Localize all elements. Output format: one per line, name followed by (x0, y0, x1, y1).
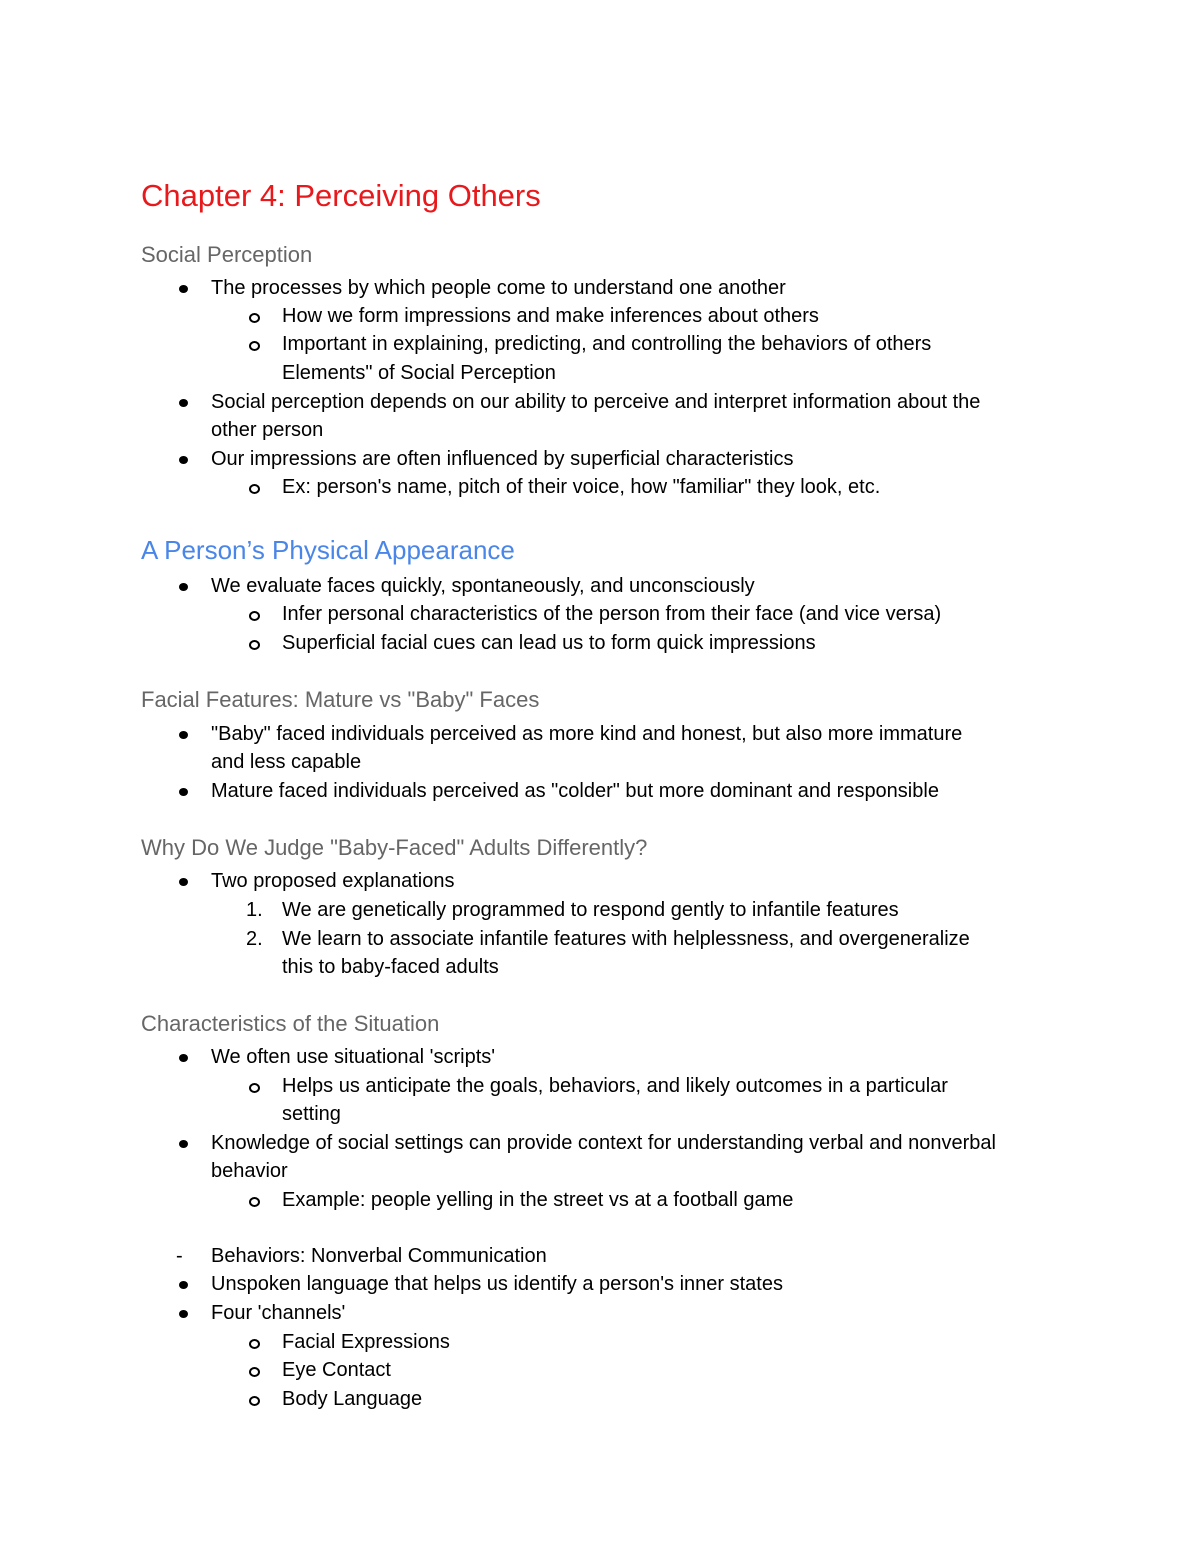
section-heading-facial-features: Facial Features: Mature vs "Baby" Faces (141, 687, 540, 712)
bullet-icon (179, 399, 188, 407)
list-item: Unspoken language that helps us identify a person's inner states (211, 1273, 783, 1295)
sub-list-item-continuation: setting (282, 1103, 341, 1125)
dash-marker: - (176, 1245, 183, 1267)
hollow-bullet-icon (249, 611, 260, 621)
hollow-bullet-icon (249, 313, 260, 323)
bullet-icon (179, 456, 188, 464)
sub-list-item: Example: people yelling in the street vs at a football game (282, 1189, 794, 1211)
sub-list-item: Important in explaining, predicting, and controlling the behaviors of others (282, 333, 932, 355)
sub-list-item: Superficial facial cues can lead us to form quick impressions (282, 632, 816, 654)
sub-list-item: Body Language (282, 1388, 423, 1410)
list-item: Our impressions are often influenced by superficial characteristics (211, 448, 794, 470)
numbered-item: We are genetically programmed to respond gently to infantile features (282, 899, 899, 921)
numbered-marker: 1. (246, 899, 263, 921)
sub-list-item: Facial Expressions (282, 1331, 450, 1353)
hollow-bullet-icon (249, 1197, 260, 1207)
list-item: "Baby" faced individuals perceived as more kind and honest, but also more immature (211, 723, 963, 745)
list-item-continuation: other person (211, 419, 324, 441)
list-item: Four 'channels' (211, 1302, 346, 1324)
section-heading-situation: Characteristics of the Situation (141, 1011, 440, 1036)
list-item: We often use situational 'scripts' (211, 1046, 496, 1068)
sub-list-item: Infer personal characteristics of the person from their face (and vice versa) (282, 603, 942, 625)
hollow-bullet-icon (249, 484, 260, 494)
numbered-item: We learn to associate infantile features with helplessness, and overgeneralize (282, 928, 970, 950)
section-heading-social-perception: Social Perception (141, 242, 313, 267)
list-item: The processes by which people come to understand one another (211, 277, 786, 299)
bullet-icon (179, 731, 188, 739)
page-title: Chapter 4: Perceiving Others (141, 178, 541, 213)
list-item-continuation: behavior (211, 1160, 288, 1182)
hollow-bullet-icon (249, 1367, 260, 1377)
section-heading-why-judge: Why Do We Judge "Baby-Faced" Adults Differently? (141, 835, 648, 860)
bullet-icon (179, 285, 188, 293)
numbered-item-continuation: this to baby-faced adults (282, 956, 499, 978)
sub-list-item: Ex: person's name, pitch of their voice, how "familiar" they look, etc. (282, 476, 881, 498)
hollow-bullet-icon (249, 341, 260, 351)
list-item: We evaluate faces quickly, spontaneously, and unconsciously (211, 575, 755, 597)
bullet-icon (179, 788, 188, 796)
list-item: Mature faced individuals perceived as "colder" but more dominant and responsible (211, 780, 939, 802)
hollow-bullet-icon (249, 640, 260, 650)
hollow-bullet-icon (249, 1396, 260, 1406)
sub-list-item: How we form impressions and make inferences about others (282, 305, 819, 327)
dash-list-item: Behaviors: Nonverbal Communication (211, 1245, 547, 1267)
list-item-continuation: and less capable (211, 751, 362, 773)
bullet-icon (179, 1140, 188, 1148)
section-heading-physical-appearance: A Person’s Physical Appearance (141, 535, 515, 565)
bullet-icon (179, 583, 188, 591)
bullet-icon (179, 1054, 188, 1062)
bullet-icon (179, 878, 188, 886)
bullet-icon (179, 1281, 188, 1289)
sub-list-item-continuation: Elements" of Social Perception (282, 362, 556, 384)
hollow-bullet-icon (249, 1339, 260, 1349)
sub-list-item: Eye Contact (282, 1359, 391, 1381)
numbered-marker: 2. (246, 928, 263, 950)
sub-list-item: Helps us anticipate the goals, behaviors, and likely outcomes in a particular (282, 1075, 948, 1097)
list-item: Knowledge of social settings can provide context for understanding verbal and nonverbal (211, 1132, 996, 1154)
list-item: Social perception depends on our ability to perceive and interpret information about the (211, 391, 981, 413)
bullet-icon (179, 1310, 188, 1318)
list-item: Two proposed explanations (211, 870, 455, 892)
hollow-bullet-icon (249, 1083, 260, 1093)
